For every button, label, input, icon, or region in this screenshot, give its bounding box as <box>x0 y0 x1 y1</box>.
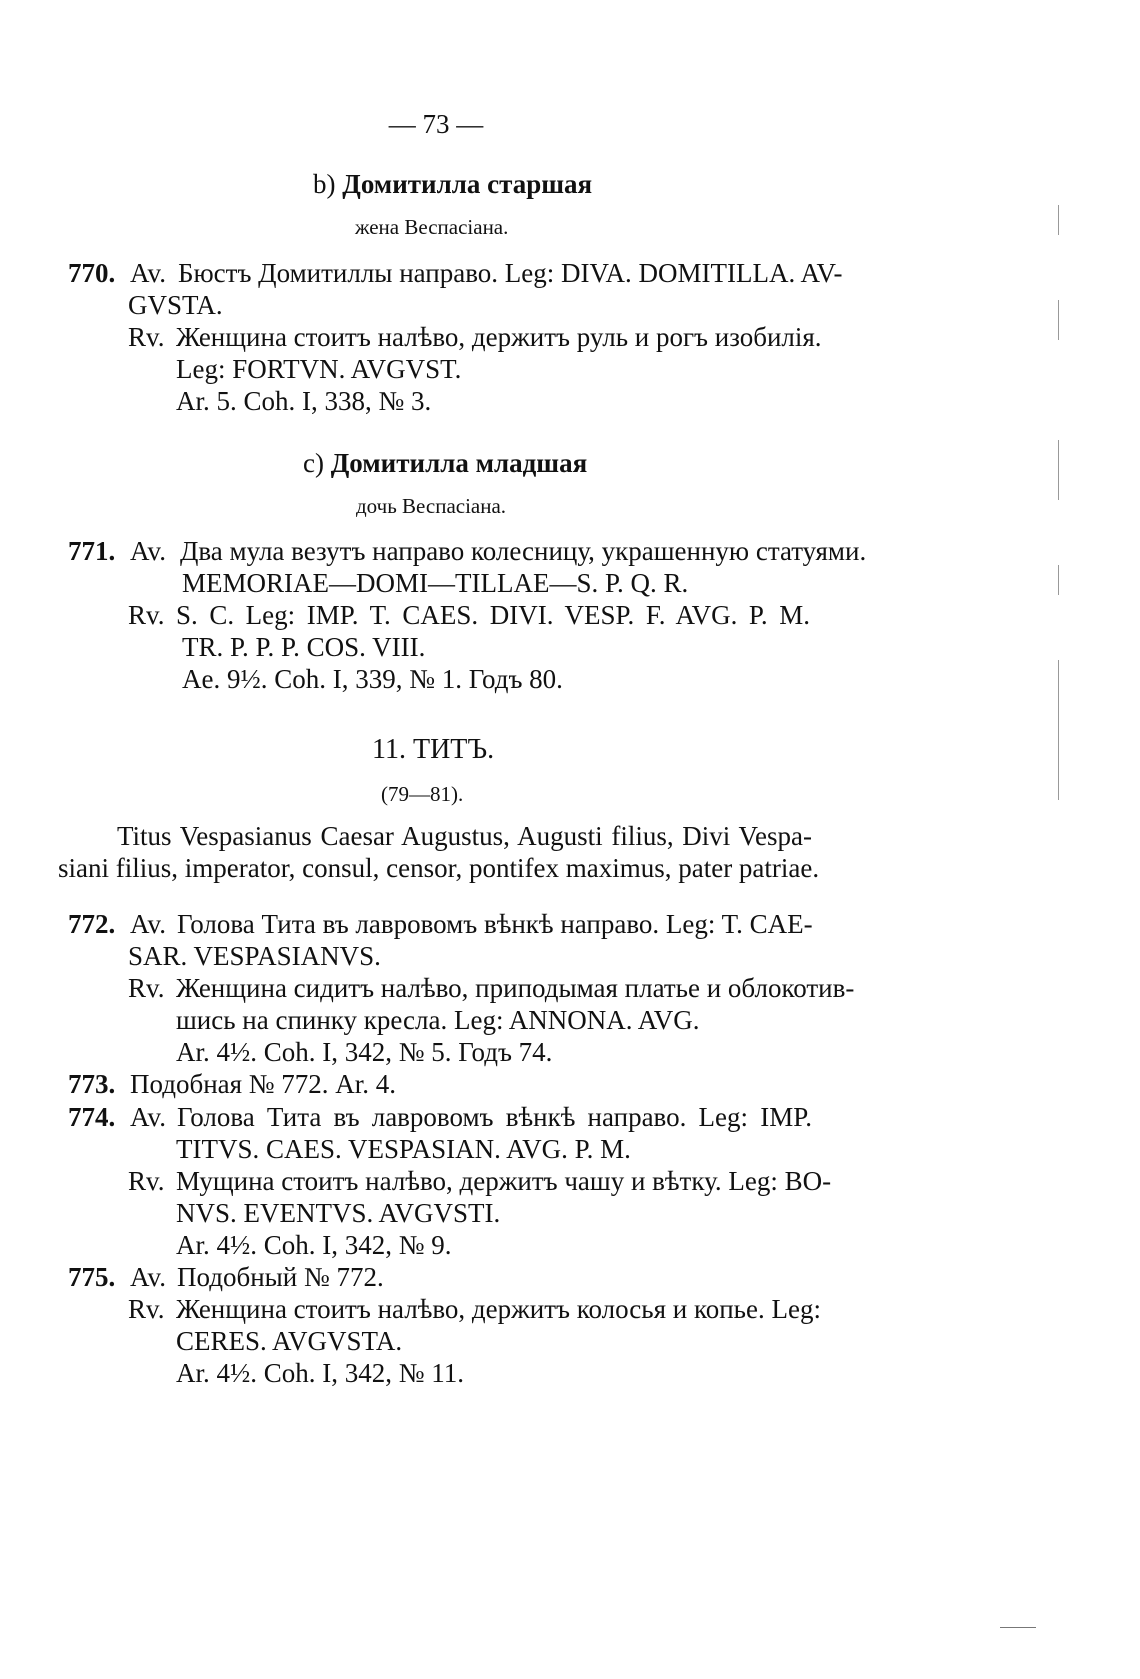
section-c-letter: c) <box>303 448 324 478</box>
scan-edge-mark <box>1058 565 1059 595</box>
entry-774-av-line2: TITVS. CAES. VESPASIAN. AVG. P. M. <box>176 1134 631 1164</box>
entry-775-rv-label: Rv. <box>128 1294 165 1324</box>
entry-772-reference: Ar. 4½. Coh. I, 342, № 5. Годъ 74. <box>176 1037 553 1067</box>
section-b-title: Домитилла старшая <box>342 169 593 199</box>
section-11-intro-line2: siani filius, imperator, consul, censor, pontifex maximus, pater patriae. <box>58 853 820 883</box>
entry-775-av-label: Av. <box>130 1262 166 1292</box>
entry-772-av-line1: Голова Тита въ лавровомъ вѣнкѣ направо. Leg: T. CAE- <box>177 909 813 939</box>
entry-771-rv-line2: TR. P. P. P. COS. VIII. <box>182 632 426 662</box>
scan-edge-mark <box>1058 205 1059 235</box>
entry-771-av-line1: Два мула везутъ направо колесницу, украшенную статуями. <box>180 536 867 566</box>
entry-772-av-line2: SAR. VESPASIANVS. <box>128 941 381 971</box>
section-c-title: Домитилла младшая <box>330 448 588 478</box>
section-c-heading <box>303 447 587 479</box>
entry-770-reference: Ar. 5. Coh. I, 338, № 3. <box>176 386 432 416</box>
entry-772-rv-line2: шись на спинку кресла. Leg: ANNONA. AVG. <box>176 1005 700 1035</box>
section-b-subtitle: жена Веспасіана. <box>355 215 509 239</box>
scan-edge-mark <box>1058 660 1059 800</box>
entry-775-av-line1: Подобный № 772. <box>177 1262 384 1292</box>
section-11-years: (79—81). <box>381 782 464 806</box>
scan-edge-mark <box>1058 440 1059 500</box>
entry-774-rv-line1: Мущина стоитъ налѣво, держитъ чашу и вѣтку. Leg: BO- <box>176 1166 832 1196</box>
entry-770-number: 770. <box>68 258 116 288</box>
entry-770-av-line1: Бюстъ Домитиллы направо. Leg: DIVA. DOMITILLA. AV- <box>178 258 843 288</box>
entry-770-av-line2: GVSTA. <box>128 290 223 320</box>
entry-775-reference: Ar. 4½. Coh. I, 342, № 11. <box>176 1358 465 1388</box>
entry-775-number: 775. <box>68 1262 116 1292</box>
entry-770-rv-label: Rv. <box>128 322 165 352</box>
entry-770-av-label: Av. <box>130 258 166 288</box>
entry-774-rv-line2: NVS. EVENTVS. AVGVSTI. <box>176 1198 501 1228</box>
entry-771-number: 771. <box>68 536 116 566</box>
entry-772-rv-line1: Женщина сидитъ налѣво, приподымая платье и облокотив- <box>176 973 855 1003</box>
scan-bottom-rule <box>1000 1627 1036 1628</box>
section-b-letter: b) <box>313 169 336 199</box>
entry-772-number: 772. <box>68 909 116 939</box>
entry-774-av-label: Av. <box>130 1102 166 1132</box>
entry-771-av-line2: MEMORIAE—DOMI—TILLAE—S. P. Q. R. <box>182 568 689 598</box>
entry-771-av-label: Av. <box>130 536 166 566</box>
entry-774-number: 774. <box>68 1102 116 1132</box>
section-11-title: 11. ТИТЪ. <box>372 734 495 765</box>
entry-775-rv-line2: CERES. AVGVSTA. <box>176 1326 403 1356</box>
section-b-heading <box>313 168 592 200</box>
entry-771-reference: Ae. 9½. Coh. I, 339, № 1. Годъ 80. <box>182 664 563 694</box>
entry-772-av-label: Av. <box>130 909 166 939</box>
scan-edge-mark <box>1058 300 1059 340</box>
entry-773-text: Подобная № 772. Ar. 4. <box>130 1069 397 1099</box>
section-11-intro-line1: Titus Vespasianus Caesar Augustus, Augusti filius, Divi Vespa- <box>117 821 812 851</box>
entry-770-rv-line1: Женщина стоитъ налѣво, держитъ руль и рогъ изобилія. <box>176 322 822 352</box>
entry-774-rv-label: Rv. <box>128 1166 165 1196</box>
entry-771-rv-label: Rv. <box>128 600 165 630</box>
entry-775-rv-line1: Женщина стоитъ налѣво, держитъ колосья и копье. Leg: <box>176 1294 821 1324</box>
entry-774-reference: Ar. 4½. Coh. I, 342, № 9. <box>176 1230 452 1260</box>
entry-773-number: 773. <box>68 1069 116 1099</box>
entry-774-av-line1: Голова Тита въ лавровомъ вѣнкѣ направо. Leg: IMP. <box>177 1102 812 1132</box>
entry-770-rv-line2: Leg: FORTVN. AVGVST. <box>176 354 462 384</box>
entry-771-rv-line1: S. C. Leg: IMP. T. CAES. DIVI. VESP. F. AVG. P. M. <box>176 600 810 630</box>
entry-772-rv-label: Rv. <box>128 973 165 1003</box>
section-c-subtitle: дочь Веспасіана. <box>356 494 507 518</box>
page-number: — 73 — <box>388 109 484 139</box>
